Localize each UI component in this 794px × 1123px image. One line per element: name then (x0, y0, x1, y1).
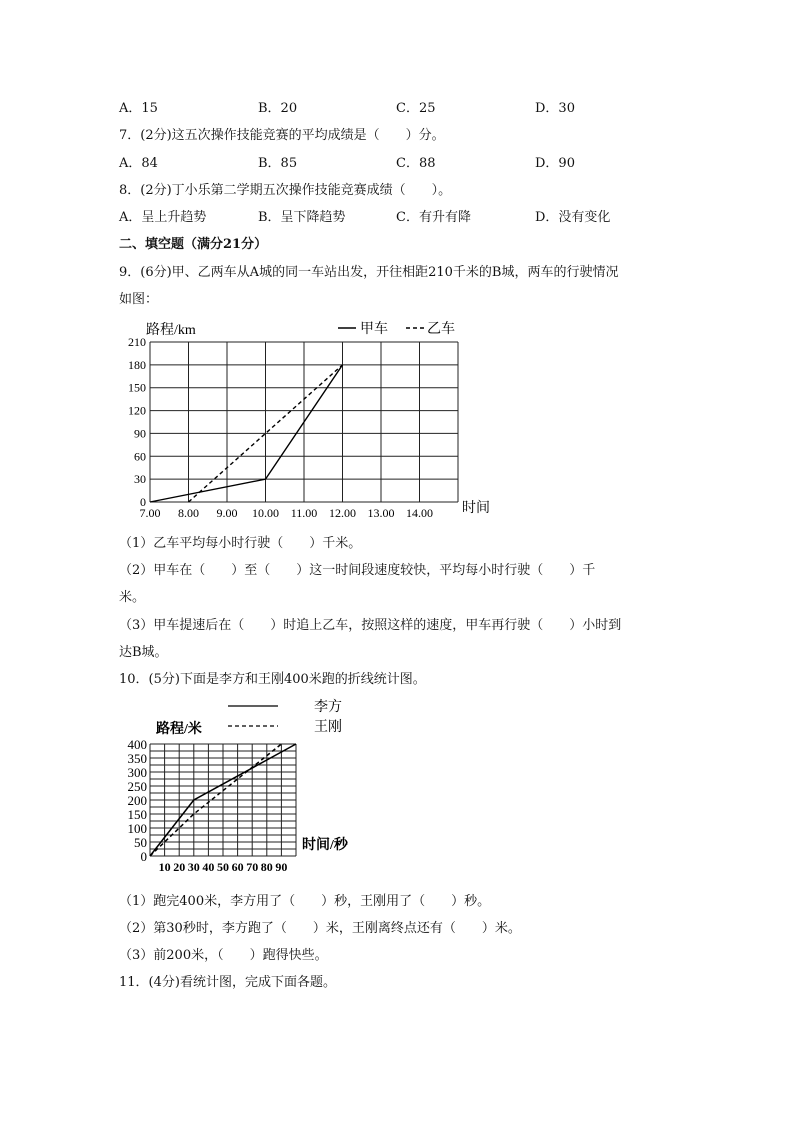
section-title: 二、填空题（满分21分） (119, 237, 268, 252)
y-tick-label: 300 (127, 765, 147, 780)
q9-sub3-line2: 达B城。 (119, 645, 168, 660)
q11-text: 11．(4分)看统计图，完成下面各题。 (119, 975, 336, 990)
x-tick-label: 7.00 (139, 506, 161, 520)
x-tick-label: 50 (217, 860, 229, 874)
x-tick-label: 11.00 (290, 506, 318, 520)
y-tick-label: 150 (128, 380, 146, 395)
y-tick-label: 150 (127, 807, 147, 822)
x-tick-label: 8.00 (178, 506, 199, 520)
x-tick-label: 10 (158, 860, 171, 874)
legend-label-lifang: 李方 (314, 700, 342, 715)
q7-option-a: A．84 (119, 156, 158, 171)
q7-option-c: C．88 (396, 156, 436, 171)
x-axis-title: 时间 (462, 501, 490, 516)
x-tick-label: 70 (246, 860, 259, 874)
y-tick-label: 120 (128, 403, 146, 418)
x-tick-label: 9.00 (216, 506, 238, 520)
y-axis-title: 路程/km (146, 323, 196, 338)
q8-option-b: B．呈下降趋势 (258, 210, 346, 225)
q7-option-d: D．90 (535, 156, 575, 171)
x-tick-label: 12.00 (329, 506, 356, 520)
y-tick-label: 210 (128, 335, 146, 349)
y-tick-label: 350 (127, 751, 147, 766)
legend-label-yi: 乙车 (427, 322, 455, 337)
q7-text: 7．(2分)这五次操作技能竞赛的平均成绩是（ ）分。 (119, 128, 445, 143)
legend-label-wanggang: 王刚 (314, 720, 342, 735)
x-tick-label: 20 (173, 860, 186, 874)
x-tick-label: 90 (275, 860, 288, 874)
y-tick-label: 50 (134, 835, 147, 850)
q10-sub3: （3）前200米，（ ）跑得快些。 (119, 948, 328, 963)
q8-text: 8．(2分)丁小乐第二学期五次操作技能竞赛成绩（ ）。 (119, 183, 452, 198)
y-tick-label: 30 (134, 472, 146, 487)
q10-line-chart (110, 694, 370, 880)
y-tick-label: 400 (127, 737, 147, 752)
q6-option-b: B．20 (258, 101, 298, 116)
x-tick-label: 13.00 (367, 506, 395, 520)
y-tick-label: 100 (127, 821, 147, 836)
y-tick-label: 180 (128, 357, 146, 372)
q9-sub3-line1: （3）甲车提速后在（ ）时追上乙车，按照这样的速度，甲车再行驶（ ）小时到 (119, 618, 622, 633)
q9-sub2-line2: 米。 (119, 590, 146, 605)
q8-option-c: C．有升有降 (396, 210, 471, 225)
q10-text: 10．(5分)下面是李方和王刚400米跑的折线统计图。 (119, 672, 426, 687)
q8-option-d: D．没有变化 (535, 210, 611, 225)
x-tick-label: 14.00 (406, 506, 433, 520)
q9-sub1: （1）乙车平均每小时行驶（ ）千米。 (119, 536, 362, 551)
y-tick-label: 250 (127, 779, 147, 794)
y-tick-label: 0 (140, 495, 146, 509)
y-tick-label: 200 (127, 793, 147, 808)
q10-sub2: （2）第30秒时，李方跑了（ ）米，王刚离终点还有（ ）米。 (119, 921, 521, 936)
q9-text-line2: 如图： (119, 292, 159, 307)
x-tick-label: 10.00 (252, 506, 279, 520)
x-tick-label: 40 (202, 860, 215, 874)
legend-label-jia: 甲车 (360, 322, 388, 337)
y-tick-label: 60 (134, 449, 146, 464)
y-tick-label: 90 (134, 426, 146, 441)
q9-sub2-line1: （2）甲车在（ ）至（ ）这一时间段速度较快，平均每小时行驶（ ）千 (119, 563, 596, 578)
q9-line-chart (110, 314, 510, 524)
q6-option-a: A．15 (119, 101, 158, 116)
y-axis-title: 路程/米 (156, 722, 202, 737)
q7-option-b: B．85 (258, 156, 298, 171)
q6-option-d: D．30 (535, 101, 575, 116)
x-tick-label: 60 (231, 860, 244, 874)
q8-option-a: A．呈上升趋势 (119, 210, 207, 225)
x-axis-title: 时间/秒 (302, 838, 348, 853)
q9-text-line1: 9．(6分)甲、乙两车从A城的同一车站出发，开往相距210千米的B城，两车的行驶情况 (119, 265, 619, 280)
q10-sub1: （1）跑完400米，李方用了（ ）秒，王刚用了（ ）秒。 (119, 894, 491, 909)
x-tick-label: 30 (187, 860, 200, 874)
y-tick-label: 0 (140, 849, 147, 864)
q6-option-c: C．25 (396, 101, 436, 116)
x-tick-label: 80 (260, 860, 273, 874)
